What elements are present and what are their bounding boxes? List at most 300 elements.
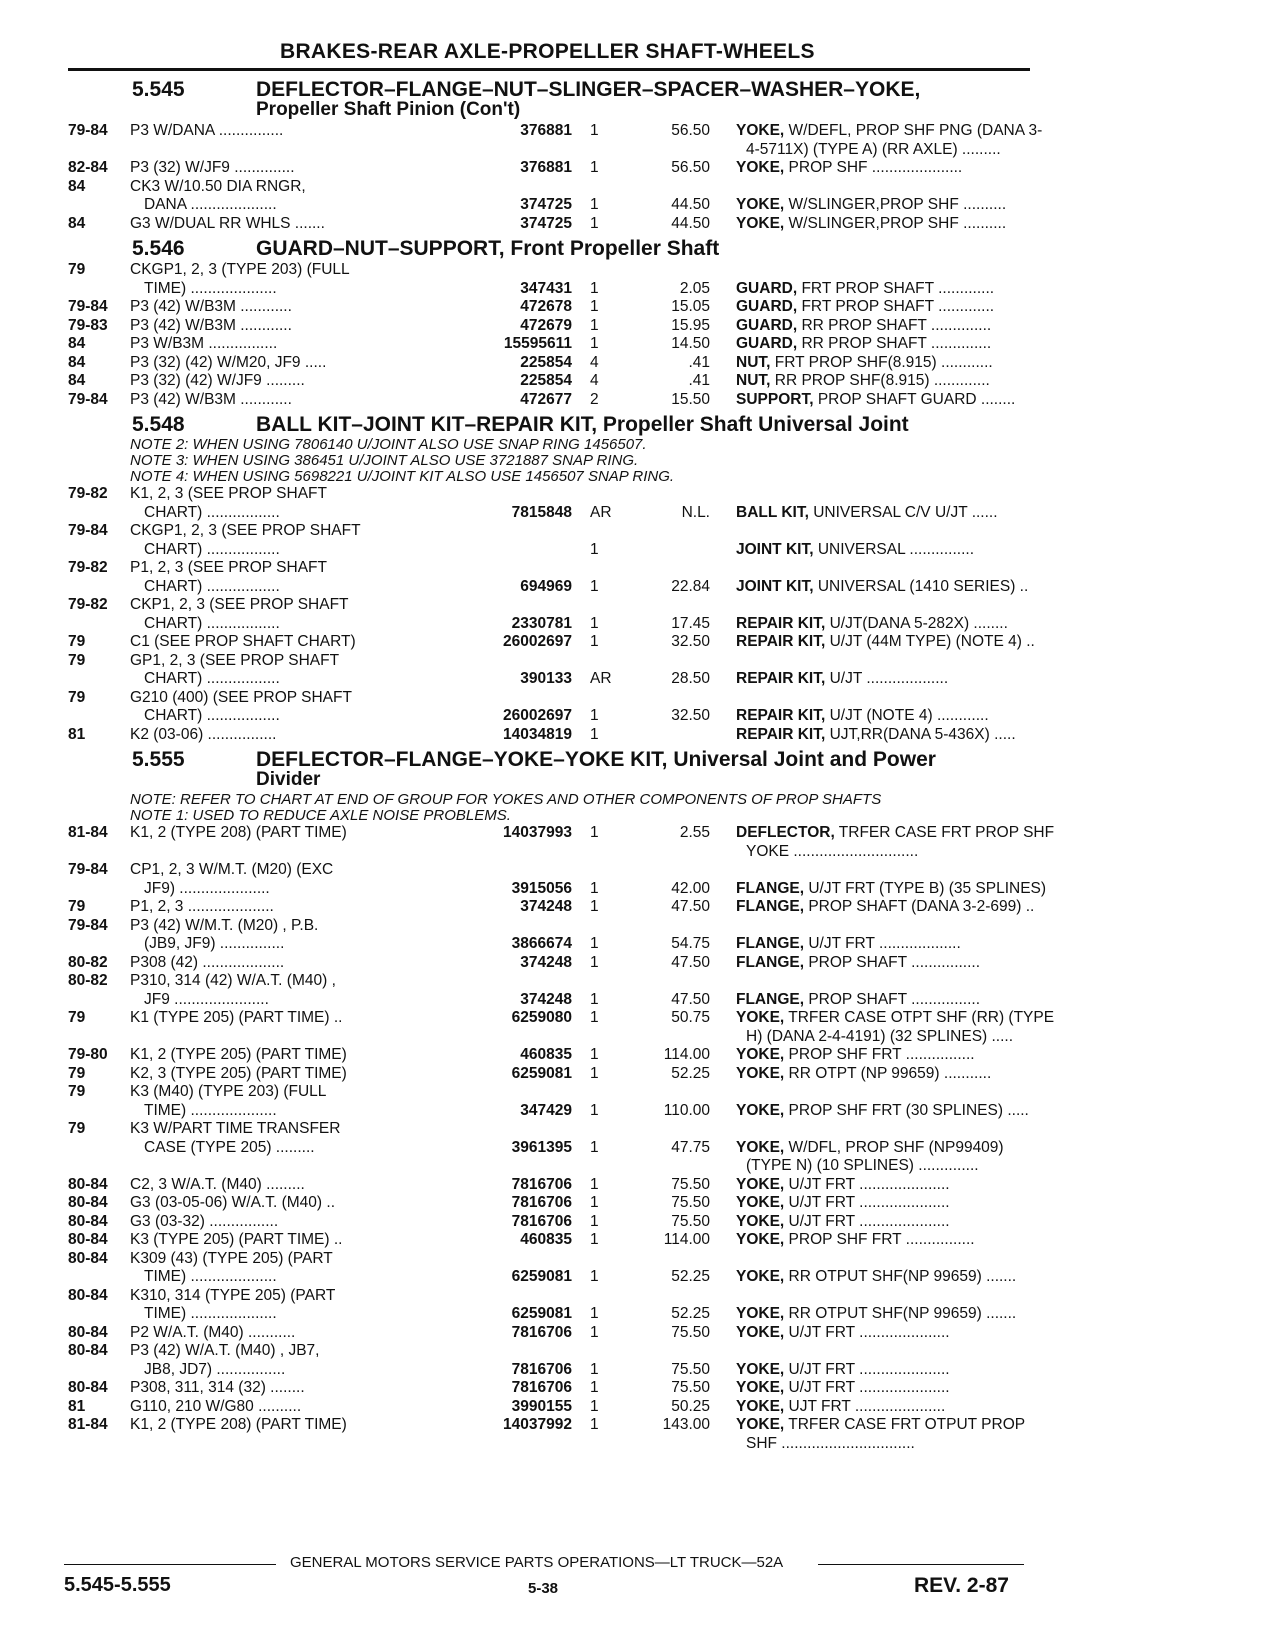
model-line: TIME) .................... xyxy=(144,279,277,297)
description-name: GUARD, xyxy=(736,316,798,334)
description-line xyxy=(736,1194,1036,1213)
part-description xyxy=(736,1231,1036,1250)
part-description xyxy=(736,122,1043,159)
part-number: 7816706 xyxy=(511,1360,572,1378)
model-application xyxy=(130,1324,470,1343)
model-line: K3 (TYPE 205) (PART TIME) .. xyxy=(130,1231,343,1248)
model-years: 80-84 xyxy=(68,1323,108,1341)
list-price: 75.50 xyxy=(671,1175,710,1193)
description-text: UNIVERSAL (1410 SERIES) .. xyxy=(813,577,1029,595)
description-line xyxy=(736,1046,1036,1065)
description-line xyxy=(736,504,1036,523)
list-price: 42.00 xyxy=(671,879,710,897)
model-application xyxy=(130,898,470,917)
model-years: 81-84 xyxy=(68,824,108,841)
description-name: YOKE, xyxy=(736,1323,785,1341)
model-years: 81-84 xyxy=(68,1416,108,1433)
quantity: 1 xyxy=(590,279,599,297)
quantity: 1 xyxy=(590,1212,599,1230)
description-line xyxy=(736,335,1036,354)
description-line: 4-5711X) (TYPE A) (RR AXLE) ......... xyxy=(746,140,1001,158)
model-years: 80-84 xyxy=(68,1231,108,1248)
part-description xyxy=(736,935,1036,954)
section-header xyxy=(68,415,1030,435)
list-price: 2.55 xyxy=(679,824,710,841)
part-row xyxy=(68,261,1030,298)
part-number: 7816706 xyxy=(511,1212,572,1230)
model-years: 79-82 xyxy=(68,485,108,502)
model-line: K2, 3 (TYPE 205) (PART TIME) xyxy=(130,1064,347,1082)
model-years: 79-82 xyxy=(68,596,108,613)
section-subtitle: Divider xyxy=(256,769,321,790)
description-name: YOKE, xyxy=(736,1101,785,1119)
model-line: TIME) .................... xyxy=(144,1305,277,1322)
description-line xyxy=(736,317,1036,336)
description-name: YOKE, xyxy=(736,1175,785,1193)
part-row xyxy=(68,596,1030,633)
part-number: 26002697 xyxy=(503,707,572,724)
description-name: YOKE, xyxy=(736,1138,785,1156)
description-text: U/JT FRT ..................... xyxy=(784,1175,950,1193)
description-line xyxy=(736,1102,1036,1121)
description-name: JOINT KIT, xyxy=(736,577,814,595)
description-name: REPAIR KIT, xyxy=(736,670,826,687)
list-price: 75.50 xyxy=(671,1360,710,1378)
model-line: P308 (42) ................... xyxy=(130,953,285,971)
description-text: PROP SHAFT ................ xyxy=(804,990,981,1008)
model-years: 80-84 xyxy=(68,1379,108,1396)
description-name: JOINT KIT, xyxy=(736,540,814,558)
description-name: BALL KIT, xyxy=(736,503,809,521)
description-line xyxy=(736,1416,1036,1435)
quantity: 1 xyxy=(590,298,599,315)
list-price: 47.50 xyxy=(671,953,710,971)
description-line xyxy=(736,707,1036,726)
list-price: 110.00 xyxy=(663,1101,710,1119)
part-description xyxy=(736,1176,1036,1195)
description-name: YOKE, xyxy=(736,196,785,213)
model-years: 79-80 xyxy=(68,1046,108,1063)
quantity: 4 xyxy=(590,372,599,389)
model-line: K2 (03-06) ................ xyxy=(130,725,277,743)
description-text: U/JT FRT ..................... xyxy=(784,1323,950,1341)
model-application xyxy=(130,1065,470,1084)
model-application xyxy=(130,178,470,215)
description-text: TRFER CASE FRT OTPUT PROP xyxy=(784,1416,1026,1433)
model-application xyxy=(130,824,470,843)
part-number: 472678 xyxy=(520,298,572,315)
part-description xyxy=(736,578,1036,597)
model-years: 79-84 xyxy=(68,122,108,139)
description-line: H) (DANA 2-4-4191) (32 SPLINES) ..... xyxy=(746,1027,1014,1045)
model-application xyxy=(130,726,470,745)
model-years: 82-84 xyxy=(68,159,108,176)
part-description xyxy=(736,215,1036,234)
model-line: K3 (M40) (TYPE 203) (FULL xyxy=(130,1083,327,1100)
part-row xyxy=(68,391,1030,410)
part-row xyxy=(68,1213,1030,1232)
footer-center-text: GENERAL MOTORS SERVICE PARTS OPERATIONS—LT TRUCK—52A xyxy=(290,1554,784,1571)
part-number: 6259081 xyxy=(511,1305,572,1322)
part-number: 374248 xyxy=(520,990,572,1008)
part-description xyxy=(736,541,1036,560)
part-row xyxy=(68,689,1030,726)
description-line xyxy=(736,1213,1036,1232)
section-subtitle: Propeller Shaft Pinion (Con't) xyxy=(256,99,521,120)
part-description xyxy=(736,317,1036,336)
list-price: 22.84 xyxy=(671,577,710,595)
description-name: YOKE, xyxy=(736,1268,785,1285)
description-line xyxy=(736,1176,1036,1195)
description-line xyxy=(736,879,1047,899)
part-row xyxy=(68,898,1035,917)
list-price: 50.75 xyxy=(671,1009,710,1026)
part-description xyxy=(736,1102,1036,1121)
description-line xyxy=(736,280,1036,299)
part-description xyxy=(736,298,1036,317)
description-name: NUT, xyxy=(736,353,771,371)
description-line xyxy=(736,196,1036,215)
part-description xyxy=(736,1379,1036,1398)
part-row xyxy=(68,1287,1030,1324)
section-number: 5.555 xyxy=(132,748,185,771)
description-line xyxy=(736,991,1036,1010)
description-text: UJT,RR(DANA 5-436X) ..... xyxy=(825,725,1016,743)
list-price: 52.25 xyxy=(671,1305,710,1322)
part-number: 3915056 xyxy=(511,879,572,897)
list-price: 52.25 xyxy=(671,1268,710,1285)
model-line: C2, 3 W/A.T. (M40) ......... xyxy=(130,1175,305,1193)
description-name: FLANGE, xyxy=(736,935,805,952)
description-text: FRT PROP SHF(8.915) ............ xyxy=(770,353,993,371)
description-name: FLANGE, xyxy=(736,953,805,971)
model-line: P3 (42) W/B3M ............ xyxy=(130,390,292,408)
model-years: 79-84 xyxy=(68,916,108,934)
description-text: PROP SHAFT GUARD ........ xyxy=(813,390,1016,408)
part-row xyxy=(68,178,1030,215)
part-number: 3961395 xyxy=(511,1138,572,1156)
description-name: YOKE, xyxy=(736,1064,785,1082)
quantity: 1 xyxy=(590,935,599,952)
part-description xyxy=(736,335,1036,354)
description-text: UJT FRT ..................... xyxy=(784,1397,946,1415)
model-application xyxy=(130,522,470,559)
description-name: YOKE, xyxy=(736,122,785,139)
part-row xyxy=(68,317,1030,336)
quantity: 1 xyxy=(590,1231,599,1248)
part-number: 2330781 xyxy=(511,614,572,632)
footer-section-range: 5.545-5.555 xyxy=(64,1574,171,1596)
description-text: PROP SHF ..................... xyxy=(784,159,963,176)
model-years: 81 xyxy=(68,1397,86,1415)
part-description xyxy=(736,159,1036,178)
model-years: 79-84 xyxy=(68,298,108,315)
part-description xyxy=(736,1213,1036,1232)
description-name: REPAIR KIT, xyxy=(736,633,826,650)
description-name: YOKE, xyxy=(736,1194,785,1211)
description-text: PROP SHAFT (DANA 3-2-699) .. xyxy=(804,898,1035,915)
description-name: SUPPORT, xyxy=(736,390,814,408)
part-number: 460835 xyxy=(520,1231,572,1248)
quantity: 1 xyxy=(590,540,599,558)
model-years: 80-82 xyxy=(68,972,108,989)
model-line: P2 W/A.T. (M40) ........... xyxy=(130,1323,296,1341)
part-row xyxy=(68,1231,1030,1250)
list-price: 143.00 xyxy=(662,1416,710,1433)
description-text: PROP SHAFT ................ xyxy=(804,953,981,971)
section-header xyxy=(68,750,1030,790)
part-number: 225854 xyxy=(520,372,572,389)
model-line: K310, 314 (TYPE 205) (PART xyxy=(130,1286,336,1304)
quantity: 2 xyxy=(590,390,599,408)
model-application xyxy=(130,1194,470,1213)
sections-container xyxy=(68,74,1055,1453)
model-application xyxy=(130,652,470,689)
description-name: YOKE, xyxy=(736,1397,785,1415)
description-name: GUARD, xyxy=(736,298,798,315)
model-line: CHART) ................. xyxy=(144,503,280,521)
quantity: 1 xyxy=(590,1379,599,1396)
model-line: K1, 2 (TYPE 208) (PART TIME) xyxy=(130,824,347,841)
list-price: 15.05 xyxy=(671,298,710,315)
description-line xyxy=(736,670,1036,689)
description-name: FLANGE, xyxy=(736,898,805,915)
model-years: 79 xyxy=(68,898,86,915)
model-line: K1, 2 (TYPE 205) (PART TIME) xyxy=(130,1046,347,1063)
section-note: NOTE 1: USED TO REDUCE AXLE NOISE PROBLEMS. xyxy=(130,807,511,824)
part-row xyxy=(68,633,1035,652)
list-price: 75.50 xyxy=(671,1212,710,1230)
description-line xyxy=(736,726,1036,745)
model-application xyxy=(130,1176,470,1195)
quantity: 1 xyxy=(590,1064,599,1082)
model-application xyxy=(130,689,470,726)
model-line: C1 (SEE PROP SHAFT CHART) xyxy=(130,633,356,650)
list-price: N.L. xyxy=(681,503,710,521)
description-text: U/JT FRT ..................... xyxy=(784,1360,950,1378)
description-line xyxy=(736,935,1036,954)
section-note: NOTE 3: WHEN USING 386451 U/JOINT ALSO USE 3721887 SNAP RING. xyxy=(130,452,639,469)
part-description xyxy=(736,633,1036,652)
quantity: AR xyxy=(590,503,612,521)
part-description xyxy=(736,1305,1036,1324)
description-text: W/SLINGER,PROP SHF .......... xyxy=(784,196,1007,213)
part-number: 376881 xyxy=(520,159,572,176)
part-description xyxy=(736,504,1036,523)
model-application xyxy=(130,1250,470,1287)
part-row xyxy=(68,559,1030,596)
part-row xyxy=(68,485,1030,522)
description-name: REPAIR KIT, xyxy=(736,707,826,724)
section-title: DEFLECTOR–FLANGE–NUT–SLINGER–SPACER–WASHER–YOKE, xyxy=(256,78,921,101)
quantity: 1 xyxy=(590,1268,599,1285)
description-text: PROP SHF FRT ................ xyxy=(784,1046,975,1063)
model-years: 84 xyxy=(68,214,86,232)
model-application xyxy=(130,1287,470,1324)
description-name: YOKE, xyxy=(736,1416,785,1433)
quantity: 1 xyxy=(590,1305,599,1322)
section-number: 5.546 xyxy=(132,237,185,260)
part-number: 14034819 xyxy=(503,725,572,743)
model-line: K3 W/PART TIME TRANSFER xyxy=(130,1120,341,1137)
model-years: 80-84 xyxy=(68,1342,108,1359)
model-line: DANA .................... xyxy=(144,196,277,213)
description-name: FLANGE, xyxy=(736,990,805,1008)
list-price: 56.50 xyxy=(671,159,710,176)
description-text: W/DFL, PROP SHF (NP99409) xyxy=(784,1138,1004,1156)
description-name: GUARD, xyxy=(736,335,798,352)
description-name: REPAIR KIT, xyxy=(736,614,826,632)
description-text: TRFER CASE OTPT SHF (RR) (TYPE xyxy=(784,1009,1055,1026)
part-number: 3990155 xyxy=(511,1397,572,1415)
description-line xyxy=(736,122,1043,141)
quantity: 1 xyxy=(590,990,599,1008)
description-line xyxy=(736,1268,1036,1287)
description-line xyxy=(736,633,1036,652)
part-number: 14037992 xyxy=(503,1416,572,1433)
description-text: U/JT(DANA 5-282X) ........ xyxy=(825,614,1008,632)
part-row xyxy=(68,522,1030,559)
part-number: 7816706 xyxy=(511,1323,572,1341)
part-row xyxy=(68,1065,1030,1084)
quantity: 1 xyxy=(590,1175,599,1193)
description-text: RR OTPUT SHF(NP 99659) ....... xyxy=(784,1268,1017,1285)
model-years: 79 xyxy=(68,1120,86,1137)
description-line xyxy=(736,391,1036,410)
part-number: 6259081 xyxy=(511,1268,572,1285)
section-note: NOTE: REFER TO CHART AT END OF GROUP FOR YOKES AND OTHER COMPONENTS OF PROP SHAFTS xyxy=(130,791,882,808)
header-rule xyxy=(68,68,1030,71)
quantity: 1 xyxy=(590,1360,599,1378)
model-application xyxy=(130,1083,470,1120)
description-line: (TYPE N) (10 SPLINES) .............. xyxy=(746,1157,979,1174)
list-price: 14.50 xyxy=(671,335,710,352)
list-price: 52.25 xyxy=(671,1064,710,1082)
description-text: U/JT FRT (TYPE B) (35 SPLINES) xyxy=(804,879,1047,897)
part-row xyxy=(68,824,1055,861)
part-number: 7815848 xyxy=(511,503,572,521)
quantity: 1 xyxy=(590,1046,599,1063)
model-application xyxy=(130,1009,470,1028)
model-years: 79 xyxy=(68,261,86,278)
model-years: 84 xyxy=(68,353,86,371)
part-row xyxy=(68,215,1030,234)
quantity: 1 xyxy=(590,1138,599,1156)
description-line xyxy=(736,1065,1036,1084)
list-price: 75.50 xyxy=(671,1379,710,1396)
quantity: 1 xyxy=(590,196,599,213)
description-name: YOKE, xyxy=(736,214,785,232)
part-description xyxy=(736,991,1036,1010)
model-years: 79 xyxy=(68,633,86,650)
part-row xyxy=(68,972,1030,1009)
part-row xyxy=(68,1046,1030,1065)
model-application xyxy=(130,559,470,596)
description-name: YOKE, xyxy=(736,1305,785,1322)
model-years: 79-84 xyxy=(68,522,108,539)
quantity: 1 xyxy=(590,577,599,595)
model-application xyxy=(130,1231,470,1250)
footer-revision: REV. 2-87 xyxy=(914,1574,1009,1597)
part-description xyxy=(736,615,1036,634)
model-application xyxy=(130,159,470,178)
footer-page-number: 5-38 xyxy=(528,1580,559,1597)
page-header-title: BRAKES-REAR AXLE-PROPELLER SHAFT-WHEELS xyxy=(280,40,815,63)
description-line xyxy=(736,1379,1036,1398)
part-row xyxy=(68,917,1030,954)
description-name: YOKE, xyxy=(736,1231,785,1248)
description-text: UNIVERSAL C/V U/JT ...... xyxy=(808,503,998,521)
description-name: YOKE, xyxy=(736,1009,785,1026)
part-number: 6259081 xyxy=(511,1064,572,1082)
model-years: 81 xyxy=(68,725,86,743)
model-years: 84 xyxy=(68,372,86,389)
quantity: 1 xyxy=(590,953,599,971)
quantity: 1 xyxy=(590,1101,599,1119)
description-text: RR PROP SHF(8.915) ............. xyxy=(770,372,990,389)
list-price: 47.75 xyxy=(671,1138,710,1156)
part-description xyxy=(736,670,1036,689)
description-text: U/JT FRT ..................... xyxy=(784,1194,950,1211)
part-number: 15595611 xyxy=(503,335,572,352)
description-line: SHF ............................... xyxy=(746,1434,915,1452)
model-application xyxy=(130,261,470,298)
description-name: YOKE, xyxy=(736,1046,785,1063)
section-note: NOTE 4: WHEN USING 5698221 U/JOINT KIT ALSO USE 1456507 SNAP RING. xyxy=(130,468,675,485)
part-row xyxy=(68,1379,1030,1398)
description-text: W/SLINGER,PROP SHF .......... xyxy=(784,214,1007,232)
description-line xyxy=(736,215,1036,234)
part-number: 374248 xyxy=(520,898,572,915)
model-application xyxy=(130,1398,470,1417)
model-years: 80-84 xyxy=(68,1249,108,1267)
section-title: BALL KIT–JOINT KIT–REPAIR KIT, Propeller Shaft Universal Joint xyxy=(256,413,909,436)
description-line xyxy=(736,541,1036,560)
model-line: K309 (43) (TYPE 205) (PART xyxy=(130,1249,333,1267)
list-price: 17.45 xyxy=(671,614,710,632)
part-row xyxy=(68,159,1030,178)
model-line: CHART) ................. xyxy=(144,540,280,558)
description-line xyxy=(736,615,1036,634)
quantity: 1 xyxy=(590,725,599,743)
part-number: 7816706 xyxy=(511,1194,572,1211)
description-line xyxy=(736,954,1036,973)
model-line: P3 W/DANA ............... xyxy=(130,122,284,139)
quantity: 1 xyxy=(590,1194,599,1211)
list-price: 15.95 xyxy=(671,316,710,334)
part-row xyxy=(68,1324,1030,1343)
model-line: CHART) ................. xyxy=(144,614,280,632)
part-description xyxy=(736,196,1036,215)
model-line: G110, 210 W/G80 .......... xyxy=(130,1397,302,1415)
part-row xyxy=(68,298,1030,317)
section-title: GUARD–NUT–SUPPORT, Front Propeller Shaft xyxy=(256,237,720,260)
model-years: 84 xyxy=(68,335,86,352)
quantity: 1 xyxy=(590,159,599,176)
section-note: NOTE 2: WHEN USING 7806140 U/JOINT ALSO USE SNAP RING 1456507. xyxy=(130,436,647,453)
part-number: 376881 xyxy=(520,122,572,139)
model-years: 79-84 xyxy=(68,861,108,878)
model-years: 79 xyxy=(68,688,86,706)
part-description xyxy=(736,1139,1036,1176)
part-number: 472677 xyxy=(520,390,572,408)
list-price: 54.75 xyxy=(671,935,710,952)
quantity: 1 xyxy=(590,214,599,232)
quantity: 1 xyxy=(590,335,599,352)
model-line: TIME) .................... xyxy=(144,1101,277,1119)
model-line: JF9) ..................... xyxy=(144,879,270,897)
part-row xyxy=(68,1416,1030,1453)
